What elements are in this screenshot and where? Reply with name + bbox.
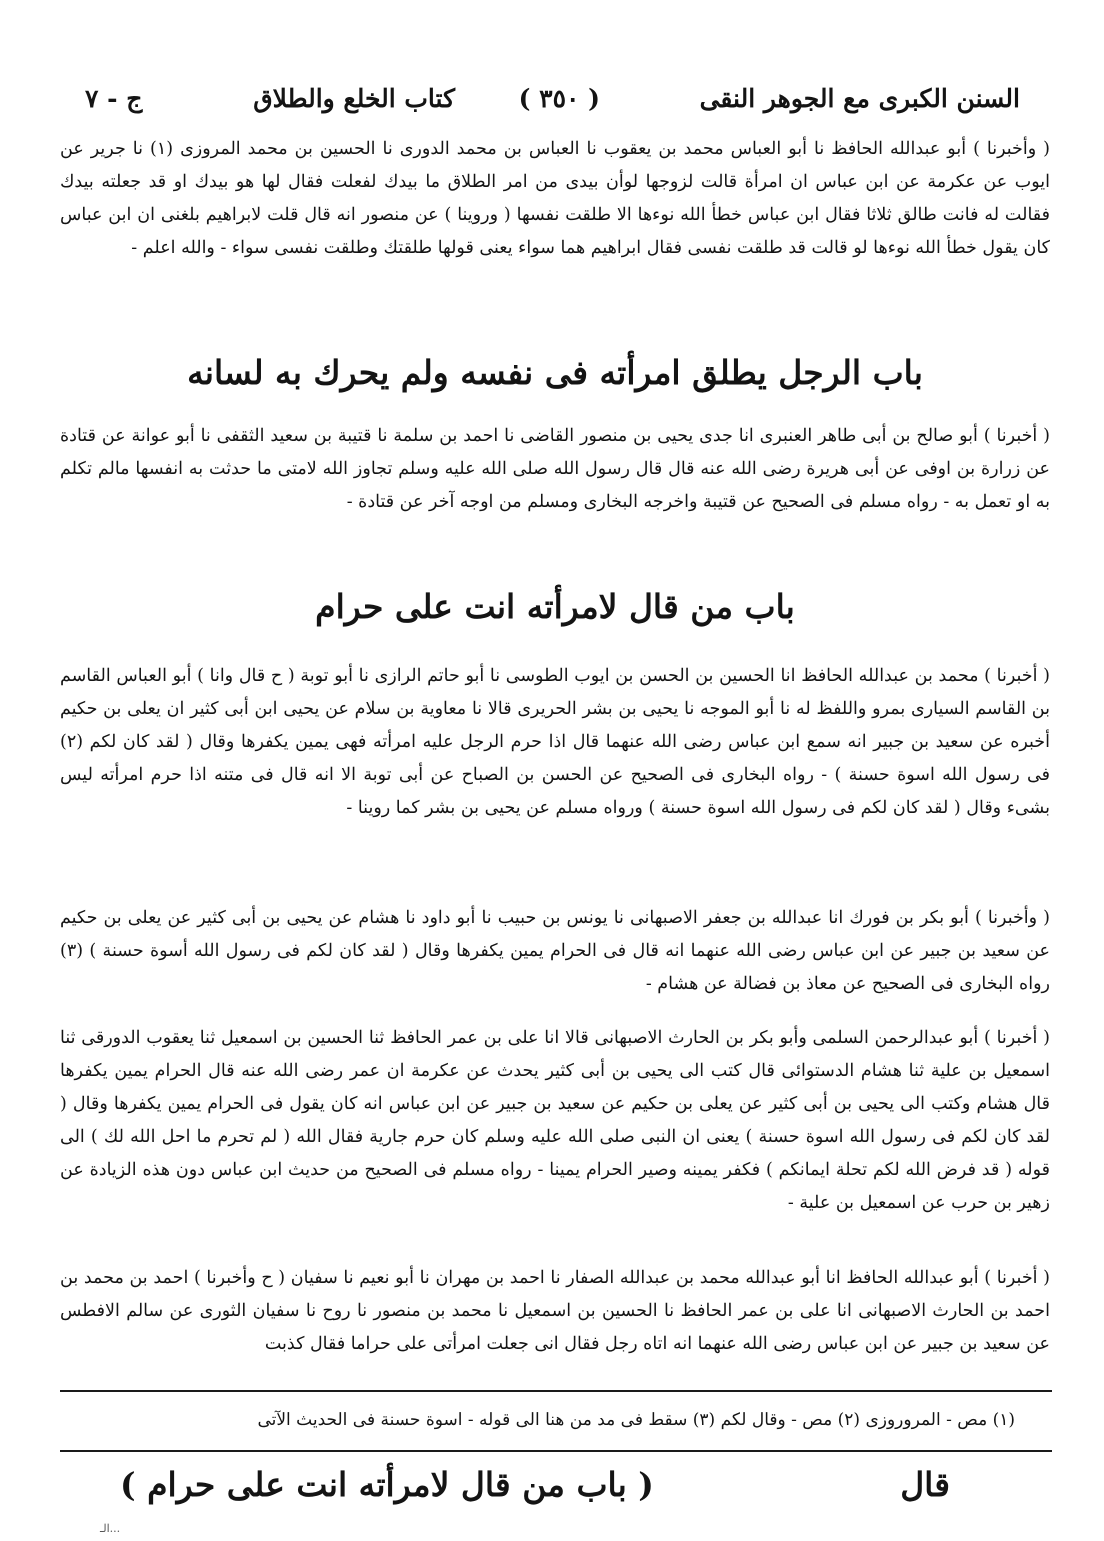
next-page-title: ( باب من قال لامرأته انت على حرام ) <box>120 1465 654 1504</box>
footnote-separator <box>60 1390 1052 1392</box>
header-book-title: السنن الكبرى مع الجوهر النقى <box>699 84 1020 113</box>
chapter1-title: باب الرجل يطلق امرأته فى نفسه ولم يحرك به لسانه <box>187 353 923 392</box>
section1-paragraph: ( وأخبرنا ) أبو عبدالله الحافظ نا أبو العباس محمد بن يعقوب نا العباس بن محمد الدورى نا الحسين بن محمد المروزى (١) نا جرير عن ايوب عن عكرمة عن ابن عباس ان امرأة قالت لزوجها لوأن بيدى من امر الطلاق ما بيدك لفعلت فقال لها هو بيدك او قد جعلته بيدك فقالت له فانت طالق ثلاثا فقال ابن عباس خطأ الله نوءها الا طلقت نفسها ( وروينا ) عن منصور انه قال قلت لابراهيم بلغنى ان ابن عباس كان يقول خطأ الله نوءها لو قالت قد طلقت نفسى فقال ابراهيم هما سواء يعنى قولها طلقتك وطلقت نفسى سواء - والله اعلم - <box>60 139 1051 258</box>
catchword-line <box>120 1465 950 1521</box>
running-header <box>85 80 1020 120</box>
bottom-separator <box>60 1450 1052 1452</box>
header-kitab-title: كتاب الخلع والطلاق <box>253 84 455 113</box>
chapter2-paragraph-3: ( أخبرنا ) أبو عبدالرحمن السلمى وأبو بكر بن الحارث الاصبهانى قالا انا على بن عمر الحافظ ثنا الحسين بن اسمعيل ثنا يعقوب الدورقى ثنا اسمعيل بن علية ثنا هشام الدستوائى قال كتب الى يحيى بن أبى كثير يحدث عن عكرمة ان عمر رضى الله عنه قال الحرام يمين يكفرها قال هشام وكتب الى يحيى بن أبى كثير عن يعلى بن حكيم عن سعيد بن جبير عن ابن عباس انه كان يقول فى الحرام يمين يكفرها وقال ( لقد كان لكم فى رسول الله اسوة حسنة ) يعنى ان النبى صلى الله عليه وسلم كان حرم جارية فقال الله ( لم تحرم ما احل الله لك ) الى قوله ( قد فرض الله لكم تحلة ايمانكم ) فكفر يمينه وصير الحرام يمينا - رواه مسلم فى الصحيح من حديث ابن عباس دون هذه الزيادة عن زهير بن حرب عن اسمعيل بن علية - <box>60 1028 1050 1213</box>
chapter2-title: باب من قال لامرأته انت على حرام <box>315 587 795 626</box>
chapter1-paragraph: ( أخبرنا ) أبو صالح بن أبى طاهر العنبرى انا جدى يحيى بن منصور القاضى نا احمد بن سلمة نا قتيبة بن سعيد الثقفى نا أبو عوانة عن قتادة عن زرارة بن اوفى عن أبى هريرة رضى الله عنه قال قال رسول الله صلى الله عليه وسلم تجاوز الله لامتى ما حدثت به انفسها مالم تكلم به او تعمل به - رواه مسلم فى الصحيح عن قتيبة واخرجه البخارى ومسلم من اوجه آخر عن قتادة - <box>60 426 1050 512</box>
chapter2-paragraph-4: ( أخبرنا ) أبو عبدالله الحافظ انا أبو عبدالله محمد بن عبدالله الصفار نا احمد بن مهران نا أبو نعيم نا سفيان ( ح وأخبرنا ) احمد بن محمد بن احمد بن الحارث الاصبهانى انا على بن عمر الحافظ نا الحسين بن اسمعيل نا محمد بن منصور نا روح نا سفيان الثورى عن سالم الافطس عن سعيد بن جبير عن ابن عباس رضى الله عنهما انه اتاه رجل فقال انى جعلت امرأتى على حراما فقال كذبت <box>60 1268 1050 1354</box>
header-volume: ج - ٧ <box>85 84 143 113</box>
footnotes: (١) مص - المروروزى (٢) مص - وقال لكم (٣) سقط فى مد من هنا الى قوله - اسوة حسنة فى الحديث الآتى <box>257 1410 1015 1430</box>
corner-mark: الـ... <box>100 1522 121 1535</box>
catchword: قال <box>900 1465 950 1504</box>
header-page-number: ( ٣٥٠ ) <box>518 84 600 113</box>
chapter2-paragraph-1: ( أخبرنا ) محمد بن عبدالله الحافظ انا الحسين بن الحسن بن ايوب الطوسى نا أبو حاتم الرازى نا أبو توبة ( ح قال وانا ) أبو العباس القاسم بن القاسم السيارى بمرو واللفظ له نا أبو الموجه نا يحيى بن بشر الحريرى قالا نا معاوية بن سلام عن يحيى ابن أبى كثير ان يعلى بن حكيم أخبره عن سعيد بن جبير انه سمع ابن عباس رضى الله عنهما قال اذا حرم الرجل عليه امرأته فهى يمين يكفرها وقال ( لقد كان لكم (٢) فى رسول الله اسوة حسنة ) - رواه البخارى فى الصحيح عن الحسن بن الصباح عن أبى توبة الا انه قال فى متنه اذا حرم امرأته ليس بشىء وقال ( لقد كان لكم فى رسول الله اسوة حسنة ) ورواه مسلم عن يحيى بن بشر كما روينا - <box>60 666 1050 818</box>
chapter2-paragraph-2: ( وأخبرنا ) أبو بكر بن فورك انا عبدالله بن جعفر الاصبهانى نا يونس بن حبيب نا أبو داود نا هشام عن يحيى بن أبى كثير عن يعلى بن حكيم عن سعيد بن جبير عن ابن عباس رضى الله عنهما انه قال فى الحرام يمين يكفرها وقال ( لقد كان لكم فى رسول الله أسوة حسنة ) (٣) رواه البخارى فى الصحيح عن معاذ بن فضالة عن هشام - <box>60 908 1050 994</box>
